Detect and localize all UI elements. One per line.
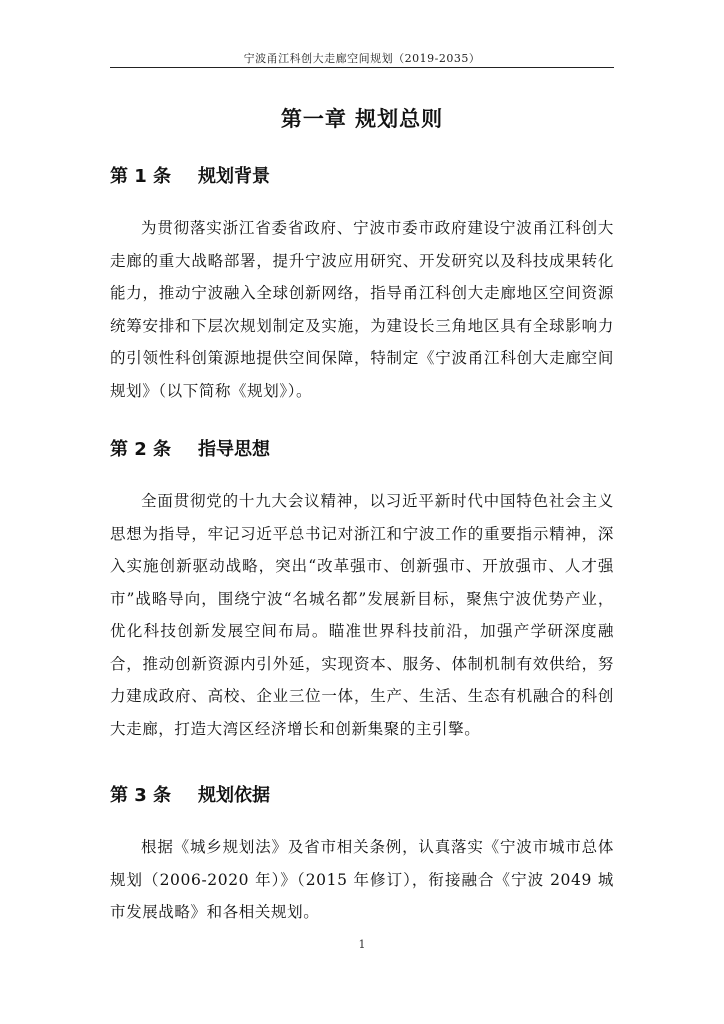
article-heading — [110, 165, 614, 189]
header-rule — [110, 67, 614, 68]
article-title: 规划背景 — [198, 166, 270, 187]
article-heading — [110, 438, 614, 462]
article-body: 根据《城乡规划法》及省市相关条例，认真落实《宁波市城市总体规划（2006-2020 年）》（2015 年修订），衔接融合《宁波 2049 城市发展战略》和各相关规划。 — [110, 838, 614, 921]
article-number: 第 2 条 — [110, 439, 172, 460]
running-header: 宁波甬江科创大走廊空间规划（2019-2035） — [243, 52, 481, 65]
article-number: 第 3 条 — [110, 785, 172, 806]
article-heading — [110, 784, 614, 808]
article-body: 为贯彻落实浙江省委省政府、宁波市委市政府建设宁波甬江科创大走廊的重大战略部署，提升宁波应用研究、开发研究以及科技成果转化能力，推动宁波融入全球创新网络，指导甬江科创大走廊地区空间资源统筹安排和下层次规划制定及实施，为建设长三角地区具有全球影响力的引领性科创策源地提供空间保障，特制定《宁波甬江科创大走廊空间规划》（以下简称《规划》）。 — [110, 219, 614, 400]
chapter-title: 第一章 规划总则 — [280, 107, 444, 131]
article-number: 第 1 条 — [110, 166, 172, 187]
article-1 — [110, 165, 614, 407]
article-body: 全面贯彻党的十九大会议精神，以习近平新时代中国特色社会主义思想为指导，牢记习近平总书记对浙江和宁波工作的重要指示精神，深入实施创新驱动战略，突出“改革强市、创新强市、开放强市、人才强市”战略导向，围绕宁波“名城名都”发展新目标，聚焦宁波优势产业，优化科技创新发展空间布局。瞄准世界科技前沿，加强产学研深度融合，推动创新资源内引外延，实现资本、服务、体制机制有效供给，努力建成政府、高校、企业三位一体，生产、生活、生态有机融合的科创大走廊，打造大湾区经济增长和创新集聚的主引擎。 — [110, 492, 614, 738]
article-title: 指导思想 — [198, 439, 270, 460]
article-title: 规划依据 — [198, 785, 270, 806]
page-number: 1 — [358, 938, 366, 951]
article-3 — [110, 784, 614, 929]
article-2 — [110, 438, 614, 745]
